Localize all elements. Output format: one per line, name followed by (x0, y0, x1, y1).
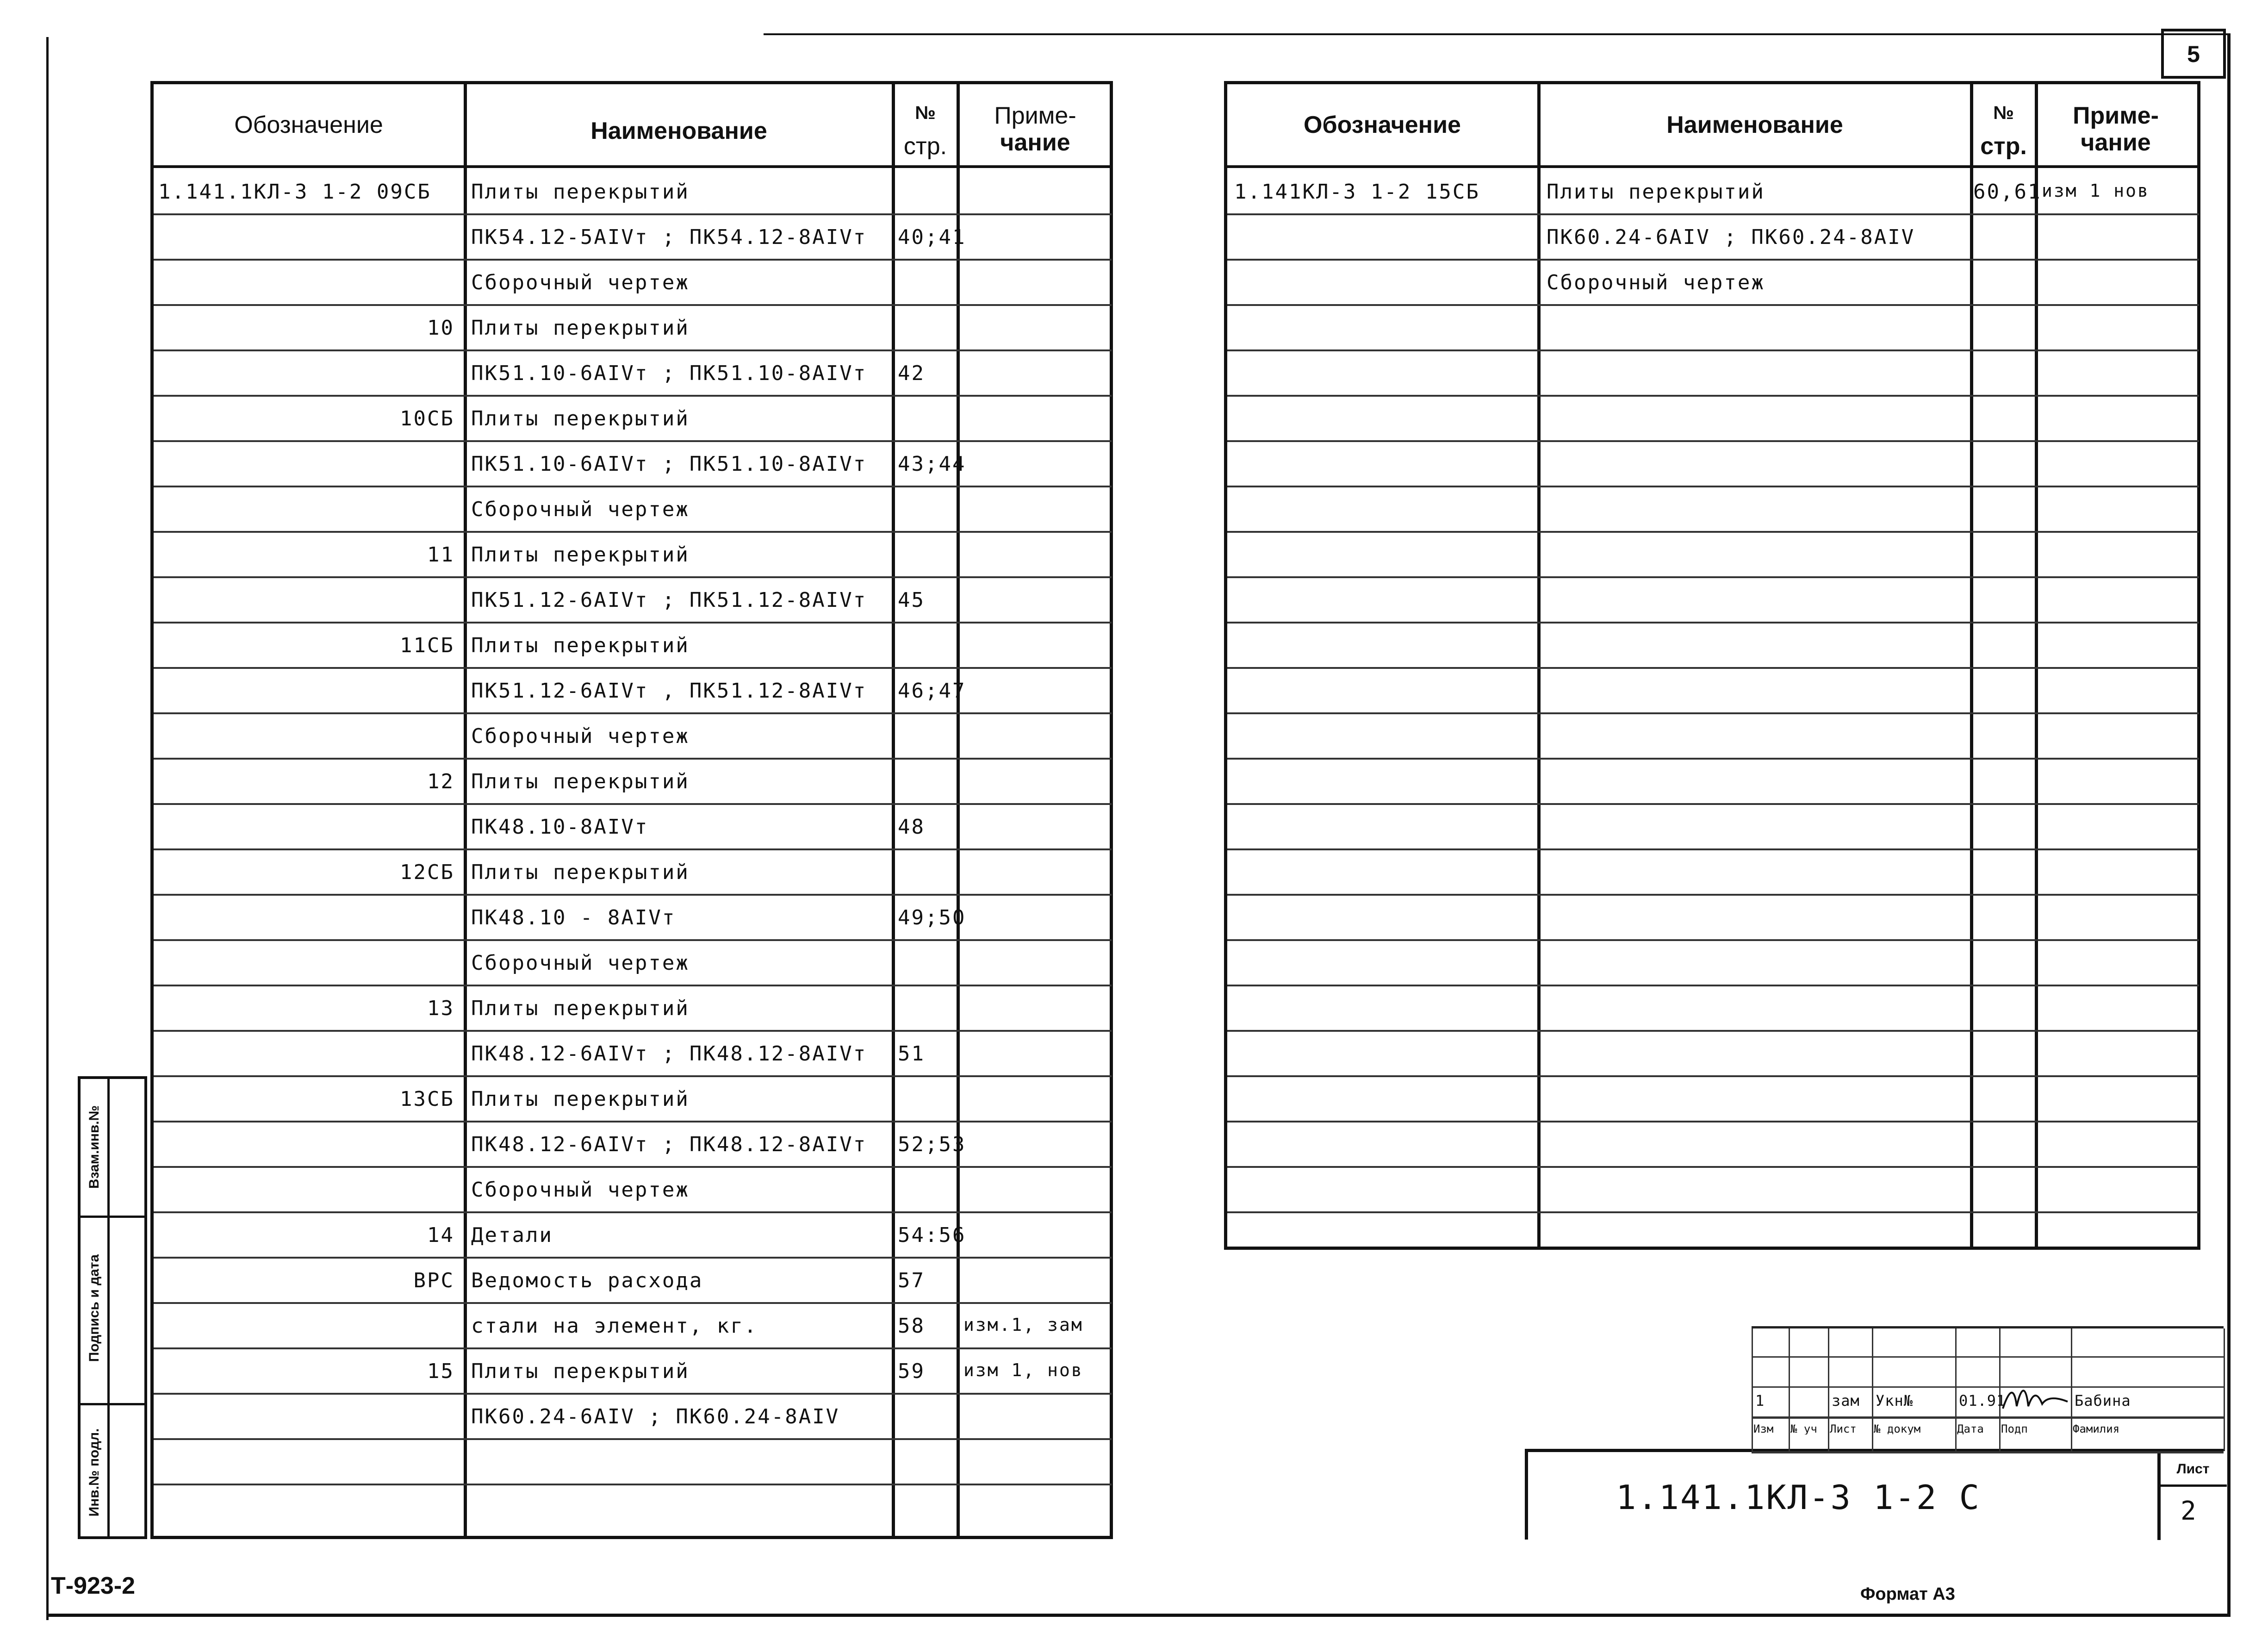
title-block (1525, 1449, 2224, 1540)
name-cell: Плиты перекрытий (471, 316, 690, 340)
table-row (154, 213, 1112, 259)
name-cell: Ведомость расхода (471, 1269, 703, 1292)
left-header-name: Наименование (590, 118, 767, 144)
name-cell: ПК54.12-5АIVт ; ПК54.12-8АIVт (471, 225, 867, 249)
table-row (1227, 259, 2199, 304)
side-label-replace: Взам.инв.№ (87, 1105, 102, 1189)
designation-cell: 13СБ (400, 1087, 454, 1111)
name-cell: Плиты перекрытий (471, 1359, 690, 1383)
table-row (154, 440, 1112, 486)
name-cell: ПК51.10-6АIVт ; ПК51.10-8АIVт (471, 362, 867, 385)
table-row (154, 803, 1112, 848)
table-row (154, 894, 1112, 939)
page-cell: 59 (898, 1359, 925, 1383)
right-header-page-str: стр. (1980, 133, 2027, 160)
designation-cell: 1.141КЛ-3 1-2 15СБ (1234, 180, 1480, 204)
table-row (1227, 213, 2199, 259)
left-header-designation: Обозначение (234, 112, 383, 138)
footer-right: Формат А3 (1860, 1584, 1955, 1604)
side-label-inv: Инв.№ подл. (87, 1428, 102, 1517)
note-cell: изм 1, нов (963, 1360, 1083, 1380)
page-cell: 52;53 (898, 1133, 966, 1156)
name-cell: Плиты перекрытий (471, 407, 690, 430)
name-cell: ПК48.12-6АIVт ; ПК48.12-8АIVт (471, 1042, 867, 1066)
table-row (154, 667, 1112, 712)
revision-stamp (1752, 1326, 2224, 1449)
left-margin-line (46, 37, 49, 1620)
name-cell: ПК48.10 - 8АIVт (471, 906, 676, 929)
name-cell: ПК60.24-6АIV ; ПК60.24-8АIV (1547, 225, 1915, 249)
note-cell: изм 1 нов (2042, 181, 2150, 201)
name-cell: Плиты перекрытий (471, 634, 690, 657)
right-header-designation: Обозначение (1304, 112, 1461, 138)
page-cell: 57 (898, 1269, 925, 1292)
rev-label: № уч (1790, 1423, 1817, 1434)
table-row (154, 1347, 1112, 1393)
page-cell: 46;47 (898, 679, 966, 703)
table-row (154, 576, 1112, 622)
table-row (154, 712, 1112, 758)
rev-cell: 01.91 (1959, 1392, 2006, 1409)
name-cell: ПК51.12-6АIVт ; ПК51.12-8АIVт (471, 588, 867, 612)
name-cell: ПК48.10-8АIVт (471, 815, 649, 839)
table-row (154, 304, 1112, 349)
left-header-page-str: стр. (903, 133, 947, 160)
name-cell: Плиты перекрытий (471, 543, 690, 567)
left-table (150, 81, 1113, 1539)
name-cell: Сборочный чертеж (1547, 271, 1765, 294)
table-row (154, 349, 1112, 395)
rev-cell: зам (1832, 1392, 1860, 1409)
designation-cell: 12 (427, 770, 454, 793)
right-header-note-2: чание (2081, 129, 2151, 156)
left-header-note-1: Приме- (994, 102, 1076, 129)
page-cell: 40;41 (898, 225, 966, 249)
rev-label: Подп (2001, 1423, 2028, 1434)
table-row (154, 531, 1112, 576)
left-header-note-2: чание (1000, 129, 1070, 156)
designation-cell: 1.141.1КЛ-3 1-2 09СБ (158, 180, 431, 204)
page-cell: 48 (898, 815, 925, 839)
footer-left: Т-923-2 (51, 1572, 136, 1599)
rev-label: Фамилия (2073, 1423, 2120, 1434)
name-cell: Сборочный чертеж (471, 271, 690, 294)
right-header-note-1: Приме- (2073, 102, 2159, 129)
side-label-sign: Подпись и дата (87, 1254, 102, 1362)
table-row (154, 848, 1112, 894)
rev-label: Изм (1753, 1423, 1774, 1434)
designation-cell: 13 (427, 997, 454, 1020)
name-cell: Плиты перекрытий (471, 180, 690, 204)
page-cell: 54:56 (898, 1223, 966, 1247)
page-cell: 49;50 (898, 906, 966, 929)
name-cell: Детали (471, 1223, 553, 1247)
left-header-page-no: № (915, 103, 936, 123)
designation-cell: 11СБ (400, 634, 454, 657)
designation-cell: ВРС (413, 1269, 454, 1292)
table-row (154, 1257, 1112, 1302)
rev-label: № докум (1874, 1423, 1921, 1434)
designation-cell: 10 (427, 316, 454, 340)
right-header-name: Наименование (1666, 112, 1843, 138)
right-table (1224, 81, 2200, 1250)
name-cell: Плиты перекрытий (471, 770, 690, 793)
table-row (154, 622, 1112, 667)
name-cell: ПК51.12-6АIVт , ПК51.12-8АIVт (471, 679, 867, 703)
sheet-label: Лист (2176, 1461, 2210, 1477)
table-row (154, 395, 1112, 440)
table-row (154, 1121, 1112, 1166)
name-cell: стали на элемент, кг. (471, 1314, 758, 1338)
table-row (154, 1075, 1112, 1121)
rev-cell: 1 (1755, 1392, 1765, 1409)
name-cell: Плиты перекрытий (471, 861, 690, 884)
document-code: 1.141.1КЛ-3 1-2 С (1616, 1478, 1981, 1517)
side-strip (78, 1076, 147, 1539)
table-row (154, 1484, 1112, 1529)
sheet-number: 5 (2187, 41, 2200, 67)
designation-cell: 10СБ (400, 407, 454, 430)
page-cell: 58 (898, 1314, 925, 1338)
table-row (154, 1393, 1112, 1438)
name-cell: Плиты перекрытий (1547, 180, 1765, 204)
right-header-page-no: № (1993, 103, 2014, 123)
name-cell: ПК48.12-6АIVт ; ПК48.12-8АIVт (471, 1133, 867, 1156)
name-cell: Плиты перекрытий (471, 997, 690, 1020)
table-row (154, 486, 1112, 531)
table-row (154, 939, 1112, 985)
name-cell: Сборочный чертеж (471, 498, 690, 521)
rev-cell: Бабина (2075, 1392, 2131, 1409)
name-cell: Сборочный чертеж (471, 1178, 690, 1202)
sheet-value: 2 (2181, 1496, 2198, 1526)
name-cell: Сборочный чертеж (471, 724, 690, 748)
rev-label: Лист (1830, 1423, 1857, 1434)
page-cell: 45 (898, 588, 925, 612)
rev-cell: Укн№ (1876, 1392, 1914, 1409)
name-cell: ПК60.24-6АIV ; ПК60.24-8АIV (471, 1405, 840, 1428)
name-cell: Сборочный чертеж (471, 951, 690, 975)
note-cell: изм.1, зам (963, 1315, 1083, 1335)
table-row (1227, 168, 2199, 213)
table-row (154, 1211, 1112, 1257)
rev-label: Дата (1957, 1423, 1984, 1434)
name-cell: Плиты перекрытий (471, 1087, 690, 1111)
table-row (154, 1030, 1112, 1075)
signature-icon (2001, 1383, 2070, 1416)
name-cell: ПК51.10-6АIVт ; ПК51.10-8АIVт (471, 452, 867, 476)
top-border-line (764, 33, 2231, 35)
designation-cell: 11 (427, 543, 454, 567)
designation-cell: 15 (427, 1359, 454, 1383)
table-row (154, 758, 1112, 803)
designation-cell: 14 (427, 1223, 454, 1247)
table-row (154, 1438, 1112, 1484)
table-row (154, 259, 1112, 304)
table-row (154, 1302, 1112, 1347)
designation-cell: 12СБ (400, 861, 454, 884)
page-cell: 42 (898, 362, 925, 385)
page-cell: 51 (898, 1042, 925, 1066)
table-row (154, 1166, 1112, 1211)
page-cell: 60,61 (1973, 180, 2042, 204)
table-row (154, 985, 1112, 1030)
table-row (154, 168, 1112, 213)
page-cell: 43;44 (898, 452, 966, 476)
